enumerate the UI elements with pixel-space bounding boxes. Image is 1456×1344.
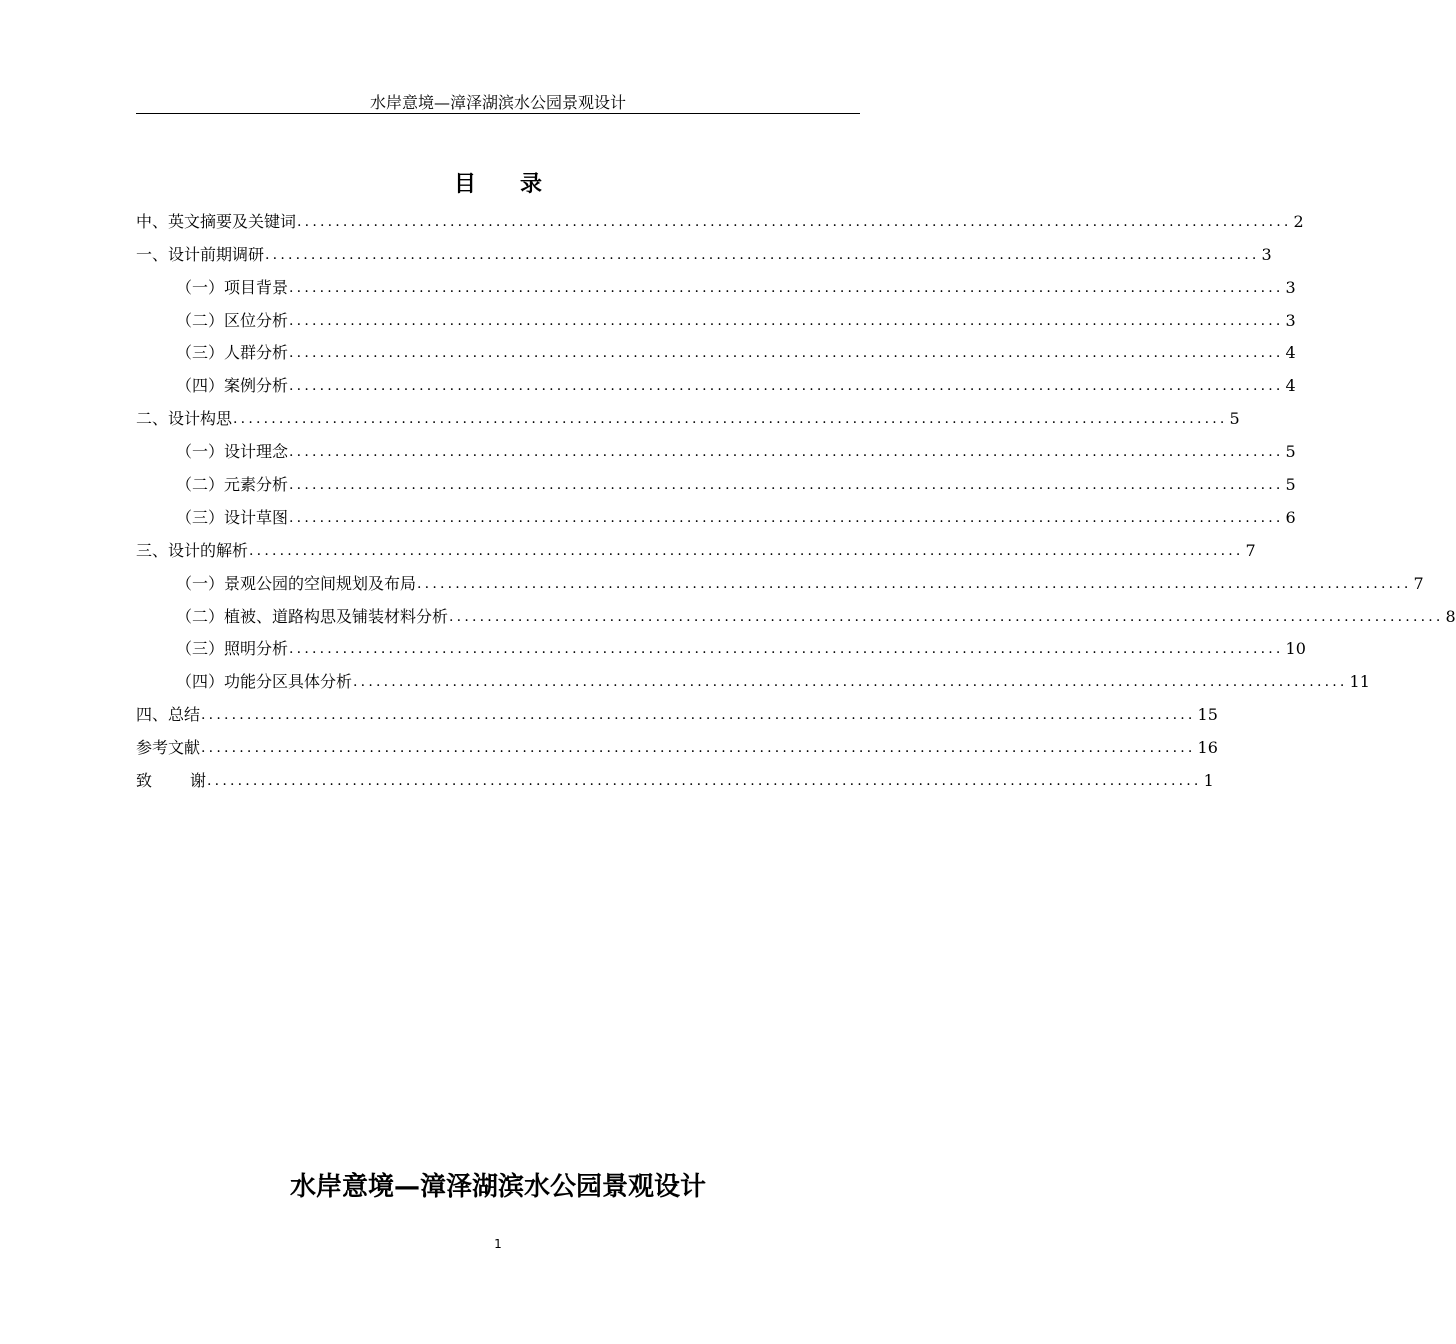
toc-subentry[interactable] xyxy=(136,595,1456,628)
toc-subentry[interactable] xyxy=(136,562,1424,595)
toc-entry-page: 5 xyxy=(1285,475,1296,495)
toc-entry-label: （四）功能分区具体分析 xyxy=(176,672,353,692)
toc-entry-page: 11 xyxy=(1349,672,1370,692)
page-number: 1 xyxy=(494,1237,502,1251)
toc-subentry[interactable] xyxy=(136,660,1370,693)
toc-title xyxy=(136,168,860,200)
toc-leader-dots: .................................................................................................................................. xyxy=(417,575,1412,592)
toc-leader-dots: .................................................................................................................................. xyxy=(233,411,1228,428)
toc-entry-label: （二）元素分析 xyxy=(176,475,289,495)
toc-entry-page: 5 xyxy=(1285,442,1296,462)
toc-subentry[interactable] xyxy=(136,364,1296,397)
toc-entry-label: 二、设计构思 xyxy=(136,409,233,429)
toc-entry-label: （二）植被、道路构思及铺装材料分析 xyxy=(176,606,449,626)
toc-entry-page: 7 xyxy=(1413,573,1424,593)
toc-leader-dots: .................................................................................................................................. xyxy=(289,312,1284,329)
toc-title-left: 目 xyxy=(453,171,476,197)
toc-subentry[interactable] xyxy=(136,332,1296,365)
toc-entry-page: 3 xyxy=(1261,244,1272,264)
toc-subentry[interactable] xyxy=(136,430,1296,463)
toc-subentry[interactable] xyxy=(136,496,1296,529)
toc-entry-page: 3 xyxy=(1285,310,1296,330)
toc-entry[interactable] xyxy=(136,397,1240,430)
toc-leader-dots: .................................................................................................................................. xyxy=(289,345,1284,362)
toc-leader-dots: .................................................................................................................................. xyxy=(289,477,1284,494)
toc-subentry[interactable] xyxy=(136,299,1296,332)
toc-ack-right: 谢 xyxy=(190,771,207,791)
document-title: 水岸意境—漳泽湖滨水公园景观设计 xyxy=(289,1172,706,1202)
toc-leader-dots: .................................................................................................................................. xyxy=(249,542,1244,559)
header-divider xyxy=(136,113,860,114)
toc-entry-label: 参考文献 xyxy=(136,738,201,758)
toc-entry-label: （四）案例分析 xyxy=(176,376,289,396)
toc-entry-label: （一）景观公园的空间规划及布局 xyxy=(176,573,417,593)
toc-entry-page: 4 xyxy=(1285,343,1296,363)
running-header: 水岸意境—漳泽湖滨水公园景观设计 xyxy=(369,93,626,112)
toc-leader-dots: .................................................................................................................................. xyxy=(289,641,1284,658)
toc-entry-label: （二）区位分析 xyxy=(176,310,289,330)
toc-entry[interactable] xyxy=(136,529,1256,562)
toc-entry-label: （一）项目背景 xyxy=(176,277,289,297)
toc-entry-label: 中、英文摘要及关键词 xyxy=(136,211,297,231)
toc-entry-page: 4 xyxy=(1285,376,1296,396)
toc-subentry[interactable] xyxy=(136,266,1296,299)
toc-entry-page: 8 xyxy=(1445,606,1456,626)
toc-entry[interactable] xyxy=(136,693,1218,726)
toc-entry-label: 一、设计前期调研 xyxy=(136,244,265,264)
toc-leader-dots: .................................................................................................................................. xyxy=(265,246,1260,263)
toc-leader-dots: .................................................................................................................................. xyxy=(201,707,1196,724)
toc-entry-page: 6 xyxy=(1285,507,1296,527)
toc-ack-left: 致 xyxy=(136,771,153,791)
toc-leader-dots: .................................................................................................................................. xyxy=(289,509,1284,526)
toc-entry[interactable] xyxy=(136,759,1214,792)
toc-entry-label: （三）照明分析 xyxy=(176,639,289,659)
toc-entry-page: 15 xyxy=(1197,705,1218,725)
toc-entry[interactable] xyxy=(136,726,1218,759)
toc-entry-label: （三）设计草图 xyxy=(176,507,289,527)
toc-entry-label: 四、总结 xyxy=(136,705,201,725)
toc-title-right: 录 xyxy=(520,171,543,197)
toc-entry-page: 5 xyxy=(1229,409,1240,429)
toc-entry-page: 10 xyxy=(1285,639,1306,659)
toc-entry[interactable] xyxy=(136,233,1272,266)
toc-leader-dots: .................................................................................................................................. xyxy=(289,378,1284,395)
toc-leader-dots: .................................................................................................................................. xyxy=(201,740,1196,757)
toc-leader-dots: .................................................................................................................................. xyxy=(289,444,1284,461)
toc-subentry[interactable] xyxy=(136,463,1296,496)
toc-entry-page: 7 xyxy=(1245,540,1256,560)
toc-subentry[interactable] xyxy=(136,628,1306,661)
toc-entry-label: （三）人群分析 xyxy=(176,343,289,363)
toc-entry-page: 1 xyxy=(1203,771,1214,791)
toc-entry[interactable] xyxy=(136,200,1304,233)
table-of-contents xyxy=(136,200,1456,792)
toc-entry-label xyxy=(136,770,206,792)
toc-entry-page: 2 xyxy=(1293,211,1304,231)
toc-leader-dots: .................................................................................................................................. xyxy=(297,213,1292,230)
toc-entry-label: 三、设计的解析 xyxy=(136,540,249,560)
toc-entry-label: （一）设计理念 xyxy=(176,442,289,462)
toc-entry-page: 16 xyxy=(1197,738,1218,758)
toc-leader-dots: .................................................................................................................................. xyxy=(449,608,1444,625)
toc-leader-dots: .................................................................................................................................. xyxy=(353,674,1348,691)
toc-leader-dots: .................................................................................................................................. xyxy=(207,773,1202,790)
toc-leader-dots: .................................................................................................................................. xyxy=(289,279,1284,296)
toc-entry-page: 3 xyxy=(1285,277,1296,297)
